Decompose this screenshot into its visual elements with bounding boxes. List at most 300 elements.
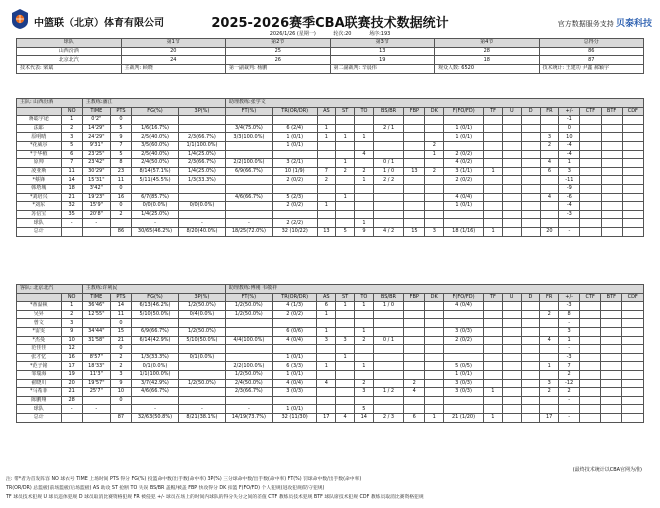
stat-cell: 5/10(50.0%) xyxy=(132,310,179,319)
stat-header-cell: BS/BR xyxy=(373,293,404,302)
stat-cell xyxy=(622,396,644,405)
stat-cell xyxy=(404,176,425,185)
stat-cell xyxy=(580,362,601,371)
stat-cell xyxy=(404,116,425,125)
player-name-cell: 韩塔城 xyxy=(17,184,62,193)
stat-header-cell: TO xyxy=(355,107,374,116)
stat-cell: 7 xyxy=(61,159,82,168)
stat-cell: 25'7" xyxy=(82,388,110,397)
stat-cell: 10 xyxy=(559,133,580,142)
stat-cell xyxy=(317,219,336,228)
player-row xyxy=(17,116,644,125)
stat-cell: 2/4(50.0%) xyxy=(225,379,272,388)
stat-cell: 2/3(66.7%) xyxy=(178,133,225,142)
stat-cell: -12 xyxy=(559,379,580,388)
stat-cell xyxy=(521,388,540,397)
stat-cell: 14 xyxy=(354,413,373,422)
stat-cell: 4 xyxy=(540,193,559,202)
stat-cell: 1 xyxy=(484,167,503,176)
stat-header-cell: BTF xyxy=(601,293,622,302)
stat-cell xyxy=(373,353,404,362)
stat-cell: 0/0(0.0%) xyxy=(132,202,179,211)
player-name-cell: 球队 xyxy=(17,219,62,228)
stat-cell: -4 xyxy=(559,141,580,150)
stat-cell xyxy=(484,116,503,125)
stat-cell xyxy=(225,327,272,336)
stat-cell: 32 (11/30) xyxy=(272,413,317,422)
stat-cell xyxy=(540,405,559,414)
stat-cell xyxy=(355,210,374,219)
stat-cell xyxy=(178,370,225,379)
stat-cell xyxy=(622,405,644,414)
player-row xyxy=(17,345,644,354)
stat-cell xyxy=(521,202,540,211)
stat-cell xyxy=(404,184,425,193)
stat-cell xyxy=(521,353,540,362)
stat-cell xyxy=(580,116,601,125)
stat-cell xyxy=(502,353,521,362)
stat-cell xyxy=(336,327,355,336)
quarter-score-cell: 26 xyxy=(226,56,331,65)
player-row xyxy=(17,379,644,388)
stat-cell xyxy=(502,388,521,397)
stat-cell: 3 xyxy=(336,336,355,345)
stat-cell xyxy=(622,133,643,142)
page-title: 2025-2026赛季CBA联赛技术数据统计 xyxy=(211,16,449,31)
stat-cell xyxy=(336,141,355,150)
stat-cell: 9 xyxy=(61,327,82,336)
stat-cell xyxy=(483,310,502,319)
stat-cell xyxy=(444,210,484,219)
stat-cell xyxy=(444,345,484,354)
stat-cell xyxy=(580,124,601,133)
stat-cell: 1 xyxy=(336,193,355,202)
stat-cell xyxy=(622,219,643,228)
stat-cell xyxy=(502,327,521,336)
stat-cell: - xyxy=(178,405,225,414)
quarter-header-row xyxy=(17,39,644,48)
stat-cell: 1 (0/1) xyxy=(272,141,317,150)
stat-cell xyxy=(622,193,643,202)
stat-cell: 13 xyxy=(404,167,425,176)
stat-cell: 87 xyxy=(110,413,131,422)
stat-cell: 8/20(40.0%) xyxy=(178,227,225,236)
stat-cell xyxy=(178,345,225,354)
player-name-cell: 吴昇 xyxy=(17,310,62,319)
stat-cell: 0/1(0.0%) xyxy=(132,362,179,371)
stat-cell: 6/14(42.9%) xyxy=(132,336,179,345)
stat-cell xyxy=(425,133,444,142)
stat-cell xyxy=(178,116,225,125)
stat-cell xyxy=(502,159,521,168)
stat-cell xyxy=(354,370,373,379)
stat-cell: 0 xyxy=(110,202,131,211)
player-row xyxy=(17,353,644,362)
stat-cell xyxy=(373,370,404,379)
stat-cell xyxy=(336,319,355,328)
stat-cell: - xyxy=(82,405,110,414)
official-cell: 技术统计: 王建功 尹鑫 郝颖宇 xyxy=(539,65,644,74)
stat-cell xyxy=(272,150,317,159)
player-row xyxy=(17,396,644,405)
stat-cell: 6/7(85.7%) xyxy=(132,193,179,202)
stat-cell: 1 xyxy=(317,310,336,319)
stat-cell xyxy=(601,219,622,228)
stat-cell: 2 xyxy=(559,388,580,397)
stat-cell: 18/25(72.0%) xyxy=(225,227,272,236)
stat-cell xyxy=(61,413,82,422)
stat-cell: 1 xyxy=(336,159,355,168)
stat-cell xyxy=(404,370,425,379)
player-row xyxy=(17,210,644,219)
stat-header-cell: NO xyxy=(61,293,82,302)
stat-cell xyxy=(404,336,425,345)
stat-cell xyxy=(404,133,425,142)
stat-cell xyxy=(580,193,601,202)
stat-cell xyxy=(425,124,444,133)
assistant-coach-cell: 助理教练:傅刚 韦敬祥 xyxy=(225,285,643,294)
stat-cell: 2 (0/2) xyxy=(272,202,317,211)
stat-cell xyxy=(404,353,425,362)
stat-cell xyxy=(622,413,644,422)
stat-cell xyxy=(444,319,484,328)
stat-cell: 2 xyxy=(336,167,355,176)
stat-cell xyxy=(373,184,404,193)
stat-cell: 3 (1/1) xyxy=(444,167,484,176)
stat-cell xyxy=(521,302,540,311)
stat-cell: 3/5(60.0%) xyxy=(132,141,179,150)
stat-cell xyxy=(502,345,521,354)
quarter-header-cell: 第2节 xyxy=(226,39,331,48)
team-coach-row xyxy=(17,99,644,108)
stat-cell xyxy=(354,396,373,405)
stat-cell xyxy=(601,370,622,379)
player-name-cell: *杰曼 xyxy=(17,336,62,345)
stat-cell xyxy=(521,336,540,345)
stat-cell xyxy=(483,327,502,336)
stat-cell: 5 (2/3) xyxy=(272,193,317,202)
stat-cell xyxy=(373,193,404,202)
quarter-score-cell: 19 xyxy=(330,56,435,65)
quarter-score-cell: 24 xyxy=(121,56,226,65)
stat-cell xyxy=(317,210,336,219)
stat-cell xyxy=(622,167,643,176)
stat-cell xyxy=(404,405,425,414)
stat-cell xyxy=(502,319,521,328)
quarter-header-cell: 总得分 xyxy=(539,39,644,48)
stat-cell xyxy=(373,310,404,319)
stat-cell xyxy=(601,310,622,319)
stat-cell: 21 xyxy=(110,336,131,345)
stat-cell xyxy=(484,150,503,159)
stat-cell xyxy=(178,124,225,133)
stat-cell: 23'42" xyxy=(82,159,110,168)
player-name-cell: *蔡锋 xyxy=(17,176,62,185)
stat-cell xyxy=(580,310,601,319)
stat-cell: 16 xyxy=(61,353,82,362)
stat-cell xyxy=(425,302,444,311)
stat-cell xyxy=(336,184,355,193)
stat-cell xyxy=(425,193,444,202)
stat-cell xyxy=(336,396,355,405)
official-cell: 观众人数: 6520 xyxy=(435,65,540,74)
stat-cell xyxy=(483,405,502,414)
stat-cell: 8/21(38.1%) xyxy=(178,413,225,422)
stat-cell xyxy=(622,227,643,236)
stat-cell: 1 xyxy=(354,302,373,311)
stat-cell: - xyxy=(559,227,580,236)
stat-cell xyxy=(317,159,336,168)
stat-cell xyxy=(502,370,521,379)
stat-cell xyxy=(425,370,444,379)
player-row xyxy=(17,124,644,133)
player-row xyxy=(17,150,644,159)
stat-cell: 1 xyxy=(559,336,580,345)
stat-cell xyxy=(601,388,622,397)
stat-cell xyxy=(622,379,644,388)
stat-cell xyxy=(355,193,374,202)
stat-cell: 6 (3/3) xyxy=(272,362,317,371)
stat-cell xyxy=(622,210,643,219)
stat-cell xyxy=(540,202,559,211)
stat-cell xyxy=(521,396,540,405)
stat-cell xyxy=(601,319,622,328)
stat-cell xyxy=(336,405,355,414)
stat-cell: 4 (0/4) xyxy=(444,193,484,202)
stat-cell xyxy=(317,388,336,397)
stat-cell xyxy=(502,413,521,422)
stat-cell xyxy=(336,176,355,185)
stat-cell xyxy=(521,319,540,328)
stat-cell: 1 (0/1) xyxy=(444,124,484,133)
stat-header-cell: FR xyxy=(540,107,559,116)
stat-cell: 1 xyxy=(540,362,559,371)
stat-header-cell: ST xyxy=(336,293,355,302)
stat-cell xyxy=(540,184,559,193)
stat-cell: 86 xyxy=(110,227,131,236)
stat-cell: 4 xyxy=(540,159,559,168)
stat-cell: 2 (2/2) xyxy=(272,219,317,228)
stat-cell xyxy=(622,345,644,354)
stat-cell xyxy=(110,219,131,228)
service-brand: 贝泰科技 xyxy=(615,19,652,29)
stat-cell xyxy=(404,319,425,328)
stat-cell xyxy=(336,388,355,397)
stat-cell xyxy=(355,116,374,125)
player-name-cell: 张才忆 xyxy=(17,353,62,362)
stat-cell xyxy=(404,345,425,354)
stat-cell xyxy=(601,116,622,125)
stat-cell xyxy=(444,116,484,125)
quarter-score-row xyxy=(17,56,644,65)
stat-cell xyxy=(225,396,272,405)
player-name-cell: *范子铭 xyxy=(17,362,62,371)
stat-cell: 5 xyxy=(110,124,131,133)
stat-cell xyxy=(425,405,444,414)
stat-cell xyxy=(502,141,521,150)
stat-cell: 32 xyxy=(61,202,82,211)
stat-header-cell: TR(OR/DR) xyxy=(272,107,317,116)
quarter-score-cell: 山西汾酒 xyxy=(17,47,122,56)
player-header-cell xyxy=(17,293,62,302)
player-name-cell: *马希菲 xyxy=(17,388,62,397)
stat-cell xyxy=(484,133,503,142)
stat-cell: 4/6(66.7%) xyxy=(225,193,272,202)
stat-cell xyxy=(132,345,179,354)
stat-cell xyxy=(601,362,622,371)
stat-cell: -1 xyxy=(559,116,580,125)
stat-cell xyxy=(580,133,601,142)
stat-cell: 3 xyxy=(559,167,580,176)
stat-cell xyxy=(317,150,336,159)
stat-cell: 12'55" xyxy=(82,310,110,319)
stat-cell xyxy=(317,116,336,125)
stat-cell: 1/1(100.0%) xyxy=(178,141,225,150)
stat-cell: 2 / 3 xyxy=(373,413,404,422)
stat-cell xyxy=(622,388,644,397)
stat-header-cell: FG(%) xyxy=(132,293,179,302)
footer-legend-line-3: TF 球员技术犯规 U 球员违体犯规 D 球员取消比赛资格犯规 FR 被侵犯 +/- 球员在场上的时间内球队的得分失分之间的差值 CTF 教练员技术犯规 BTF 球队席技术犯规 CDF 教练员取消比赛资格犯规 xyxy=(6,495,424,500)
stat-cell xyxy=(354,319,373,328)
stat-cell xyxy=(540,124,559,133)
stat-cell: 34'44" xyxy=(82,327,110,336)
stat-cell xyxy=(444,405,484,414)
stat-cell: 1/4(25.0%) xyxy=(132,210,179,219)
stat-cell: 11 xyxy=(110,176,131,185)
stat-cell: 1 xyxy=(484,227,503,236)
stat-cell xyxy=(355,184,374,193)
stat-cell xyxy=(336,370,355,379)
stat-header-cell: TO xyxy=(354,293,373,302)
stat-cell xyxy=(483,370,502,379)
player-row xyxy=(17,141,644,150)
stat-cell: 9 xyxy=(110,133,131,142)
stat-cell xyxy=(484,176,503,185)
stat-cell xyxy=(502,124,521,133)
stat-cell: 7 xyxy=(559,362,580,371)
stat-cell xyxy=(521,141,540,150)
stat-cell: 1/2(50.0%) xyxy=(225,302,272,311)
stat-cell xyxy=(559,219,580,228)
stat-cell xyxy=(601,167,622,176)
stat-cell: -3 xyxy=(559,302,580,311)
stat-cell xyxy=(272,319,317,328)
stat-cell: 1/6(16.7%) xyxy=(132,124,179,133)
player-row xyxy=(17,327,644,336)
stat-cell xyxy=(540,219,559,228)
stat-cell: 3/4(75.0%) xyxy=(225,124,272,133)
stat-cell: 1/2(50.0%) xyxy=(178,302,225,311)
stat-header-cell: NO xyxy=(61,107,82,116)
stat-cell xyxy=(82,396,110,405)
player-name-cell: 凌亚斯 xyxy=(17,167,62,176)
stat-cell xyxy=(540,319,559,328)
stat-cell xyxy=(580,345,601,354)
stat-cell xyxy=(521,362,540,371)
footer-legend-line-2: TR(OR/DR) 总篮板(前场篮板/后场篮板) AS 助攻 ST 抢断 TO 失误 BS/BR 盖帽/被盖 FBP 快攻得分 DK 扣篮 F(FO/FD) 个人犯规(进攻犯规/防守犯规) xyxy=(6,486,325,491)
stat-cell xyxy=(425,176,444,185)
stat-cell xyxy=(521,133,540,142)
stat-cell: 4 / 2 xyxy=(373,227,404,236)
stat-cell xyxy=(355,202,374,211)
assistant-coach-cell: 助理教练:张学文 xyxy=(225,99,643,108)
stat-cell xyxy=(580,353,601,362)
stat-cell xyxy=(317,370,336,379)
player-name-cell: 球队 xyxy=(17,405,62,414)
stat-cell: -4 xyxy=(559,150,580,159)
stat-header-cell: +/- xyxy=(559,293,580,302)
stat-cell xyxy=(225,202,272,211)
quarter-score-cell: 28 xyxy=(435,47,540,56)
final-stats-note: (最终技术统计以CBA官网为准) xyxy=(572,467,642,473)
stat-cell: 10 (1/9) xyxy=(272,167,317,176)
player-name-cell: 邹瑞海 xyxy=(17,370,62,379)
stat-cell xyxy=(580,388,601,397)
stat-cell xyxy=(404,362,425,371)
stat-cell: 1 xyxy=(317,124,336,133)
stat-cell xyxy=(373,219,404,228)
stat-cell xyxy=(502,379,521,388)
stat-cell xyxy=(540,345,559,354)
stat-cell: 1 (0/1) xyxy=(444,202,484,211)
stat-cell xyxy=(404,150,425,159)
stat-cell xyxy=(272,345,317,354)
stat-cell: 14/19(73.7%) xyxy=(225,413,272,422)
stat-cell: 5 xyxy=(354,405,373,414)
stat-cell: 6/13(46.2%) xyxy=(132,302,179,311)
head-coach-cell: 主教练:潘江 xyxy=(82,99,225,108)
stat-cell: 2 xyxy=(404,379,425,388)
player-row xyxy=(17,167,644,176)
player-name-cell: 总计 xyxy=(17,227,62,236)
stat-cell xyxy=(580,379,601,388)
stat-cell: 15 xyxy=(110,327,131,336)
stat-cell xyxy=(601,193,622,202)
stat-cell: 0/0(0.0%) xyxy=(178,202,225,211)
official-cell: 第二副裁判: 辛晨伟 xyxy=(330,65,435,74)
stat-cell xyxy=(404,202,425,211)
stat-cell xyxy=(601,405,622,414)
stat-cell: 6 xyxy=(540,167,559,176)
stat-cell: 0 xyxy=(110,116,131,125)
stat-cell xyxy=(502,116,521,125)
stat-cell xyxy=(622,370,644,379)
stat-cell: 4 xyxy=(404,388,425,397)
stat-cell: - xyxy=(225,219,272,228)
stat-cell xyxy=(404,310,425,319)
stat-cell: 1 (0/1) xyxy=(444,133,484,142)
quarter-header-cell: 第3节 xyxy=(330,39,435,48)
quarter-score-cell: 25 xyxy=(226,47,331,56)
stat-cell xyxy=(601,327,622,336)
stat-cell xyxy=(317,405,336,414)
stat-cell: 14'29" xyxy=(82,124,110,133)
quarter-score-table xyxy=(16,38,644,74)
stat-cell xyxy=(622,150,643,159)
stat-cell xyxy=(404,124,425,133)
stat-cell: 1 (0/1) xyxy=(272,405,317,414)
stat-cell xyxy=(373,133,404,142)
stat-cell: 1 xyxy=(336,353,355,362)
stat-cell xyxy=(521,210,540,219)
stat-cell: 2 xyxy=(355,167,374,176)
stat-cell: 6 xyxy=(61,150,82,159)
stat-cell xyxy=(373,362,404,371)
stat-cell: 28 xyxy=(61,396,82,405)
stat-header-cell: CTF xyxy=(580,293,601,302)
stat-cell xyxy=(425,353,444,362)
stat-cell xyxy=(483,362,502,371)
